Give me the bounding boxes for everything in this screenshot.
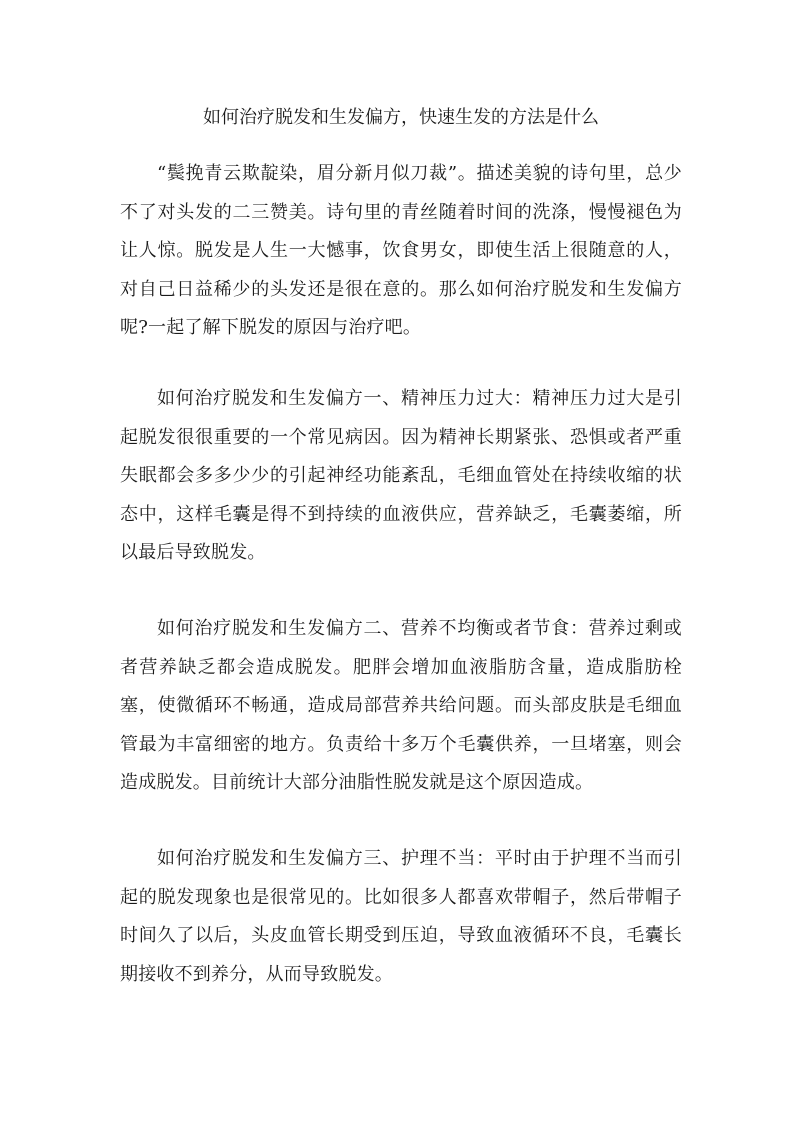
paragraph-cause-care: 如何治疗脱发和生发偏方三、护理不当：平时由于护理不当而引起的脱发现象也是很常见的。比如很多人都喜欢带帽子，然后带帽子时间久了以后，头皮血管长期受到压迫，导致血液循环不良，毛囊长期接收不到养分，从而导致脱发。: [120, 848, 682, 985]
paragraph-cause-nutrition: 如何治疗脱发和生发偏方二、营养不均衡或者节食：营养过剩或者营养缺乏都会造成脱发。肥胖会增加血液脂肪含量，造成脂肪栓塞，使微循环不畅通，造成局部营养共给问题。而头部皮肤是毛细血管最为丰富细密的地方。负责给十多万个毛囊供养，一旦堵塞，则会造成脱发。目前统计大部分油脂性脱发就是这个原因造成。: [120, 618, 682, 793]
document-title: 如何治疗脱发和生发偏方，快速生发的方法是什么: [203, 107, 599, 128]
paragraph-intro: “鬓挽青云欺靛染，眉分新月似刀裁”。描述美貌的诗句里，总少不了对头发的二三赞美。诗句里的青丝随着时间的洗涤，慢慢褪色为让人惊。脱发是人生一大憾事，饮食男女，即使生活上很随意的人，对自己日益稀少的头发还是很在意的。那么如何治疗脱发和生发偏方呢?一起了解下脱发的原因与治疗吧。: [120, 163, 682, 338]
paragraph-cause-stress: 如何治疗脱发和生发偏方一、精神压力过大：精神压力过大是引起脱发很很重要的一个常见病因。因为精神长期紧张、恐惧或者严重失眠都会多多少少的引起神经功能紊乱，毛细血管处在持续收缩的状态中，这样毛囊是得不到持续的血液供应，营养缺乏，毛囊萎缩，所以最后导致脱发。: [120, 388, 682, 563]
